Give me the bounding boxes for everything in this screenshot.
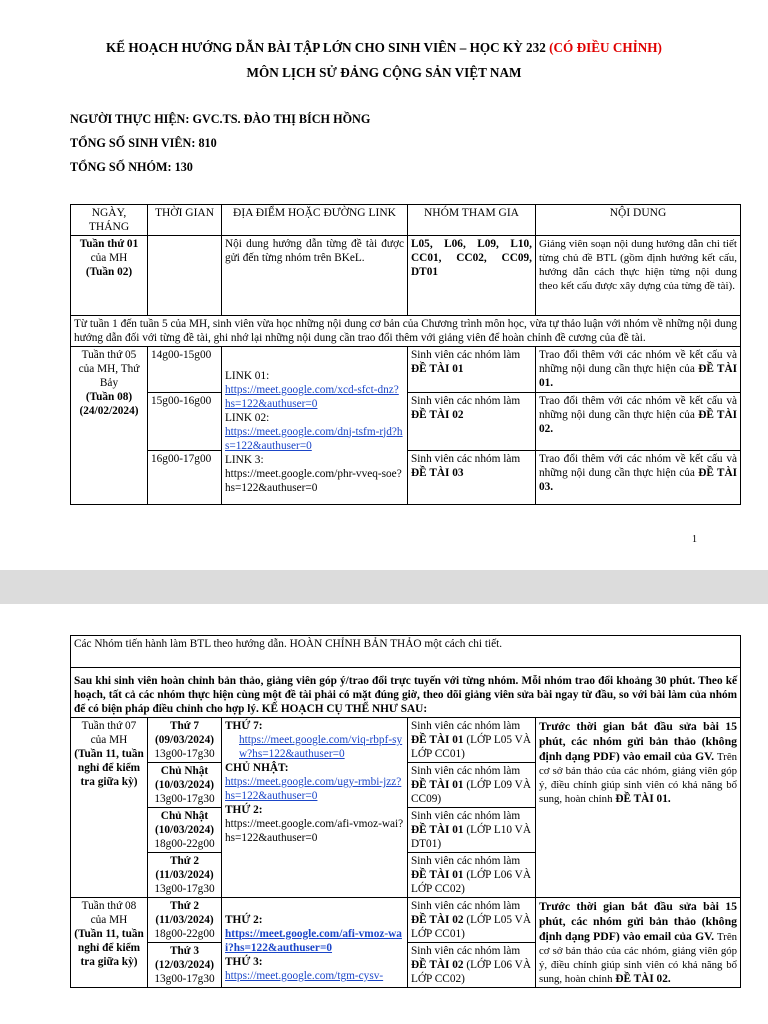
group-classes: (LỚP L05 VÀ LỚP CC01) — [411, 914, 532, 940]
group-line: Sinh viên các nhóm làm — [411, 395, 521, 407]
group-line: Sinh viên các nhóm làm — [411, 349, 521, 361]
table-row — [71, 718, 741, 763]
week7-group-2 — [408, 763, 536, 808]
row1-content: Giảng viên soạn nội dung hướng dẫn chi tiết từng chủ đề BTL (gồm định hướng kết cấu, hướng dẫn cách thực hiện từng nội dung theo kết cấu được xây dựng của từng đề tài). — [536, 236, 741, 316]
week5-time-1: 14g00-15g00 — [148, 347, 222, 393]
content-topic: ĐỀ TÀI 02. — [615, 973, 671, 985]
group-topic: ĐỀ TÀI 02 — [411, 914, 464, 926]
slot-date: (12/03/2024) — [155, 959, 214, 971]
schedule-table-1 — [70, 204, 741, 505]
table-row — [71, 898, 741, 943]
table-row — [71, 236, 741, 316]
link3-url[interactable]: https://meet.google.com/phr-vveq-soe?hs=122&authuser=0 — [225, 467, 402, 494]
group-line: Sinh viên các nhóm làm — [411, 720, 521, 732]
week5-group-2 — [408, 393, 536, 451]
link1-label: LINK 01: — [225, 369, 270, 382]
week8-slot-1 — [148, 898, 222, 943]
loc2-url[interactable]: https://meet.google.com/tgm-cysv- — [225, 970, 384, 982]
week7-group-3 — [408, 808, 536, 853]
header-content: NỘI DUNG — [536, 205, 741, 236]
link2-url[interactable]: https://meet.google.com/dnj-tsfm-rjd?hs=122&authuser=0 — [225, 425, 403, 452]
content-text: Trao đổi thêm với các nhóm về kết cấu và những nội dung cần thực hiện của — [539, 453, 737, 479]
slot-time: 18g00-22g00 — [154, 838, 215, 850]
week8-group-2 — [408, 943, 536, 988]
row1-date-week: Tuần thứ 01 — [79, 238, 139, 250]
plan-row: Sau khi sinh viên hoàn chỉnh bản thảo, giảng viên góp ý/trao đổi trực tuyến với từng nhóm. Mỗi nhóm trao đổi khoảng 30 phút. Theo kế hoạch, tất cả các nhóm thực hiện cùng một đề tài phải có mặt đúng giờ, theo dõi giảng viên sửa bài ngay từ đầu, so với bài làm của nhóm để có biện pháp điều chỉnh cho hợp lý. KẾ HOẠCH CỤ THỂ NHƯ SAU: — [71, 668, 741, 718]
week7-slot-2 — [148, 763, 222, 808]
group-topic: ĐỀ TÀI 01 — [411, 363, 464, 375]
content-topic: ĐỀ TÀI 01. — [539, 363, 738, 389]
week5-links — [222, 347, 408, 505]
link1-url[interactable]: https://meet.google.com/xcd-sfct-dnz?hs=122&authuser=0 — [225, 383, 399, 410]
content-text: Trao đổi thêm với các nhóm về kết cấu và những nội dung cần thực hiện của — [539, 395, 737, 421]
slot-time: 13g00-17g30 — [154, 883, 215, 895]
week7-group-4 — [408, 853, 536, 898]
page-number: 1 — [692, 534, 697, 545]
page-separator — [0, 570, 768, 604]
week5-group-3 — [408, 451, 536, 505]
week5-content-3 — [536, 451, 741, 505]
loc2-label: CHỦ NHẬT: — [225, 762, 289, 774]
group-classes: (LỚP L10 VÀ DT01) — [411, 824, 532, 850]
group-line: Sinh viên các nhóm làm — [411, 765, 521, 777]
loc1-label: THỨ 7: — [225, 720, 263, 732]
week7-date-note: (Tuần 11, tuần nghỉ để kiểm tra giữa kỳ) — [74, 748, 144, 788]
slot-day: Thứ 2 — [169, 900, 200, 912]
week7-group-1 — [408, 718, 536, 763]
group-topic: ĐỀ TÀI 01 — [411, 869, 464, 881]
link2-label: LINK 02: — [225, 411, 270, 424]
title-main: KẾ HOẠCH HƯỚNG DẪN BÀI TẬP LỚN CHO SINH VIÊN – HỌC KỲ 232 — [106, 40, 546, 55]
week8-date — [71, 898, 148, 988]
header-groups: NHÓM THAM GIA — [408, 205, 536, 236]
group-line: Sinh viên các nhóm làm — [411, 945, 521, 957]
week7-slot-3 — [148, 808, 222, 853]
week8-links — [222, 898, 408, 988]
row1-location: Nội dung hướng dẫn từng đề tài được gửi đến từng nhóm trên BKeL. — [222, 236, 408, 316]
group-topic: ĐỀ TÀI 01 — [411, 734, 464, 746]
week5-content-1 — [536, 347, 741, 393]
content-text: Trên cơ sở bản thảo của các nhóm, giảng viên góp ý, điều chỉnh giúp sinh viên có khả năng bổ sung, hoàn chỉnh — [539, 751, 738, 805]
groups-line: TỔNG SỐ NHÓM: 130 — [70, 160, 193, 174]
slot-date: (11/03/2024) — [155, 914, 214, 926]
week7-slot-1 — [148, 718, 222, 763]
group-topic: ĐỀ TÀI 01 — [411, 779, 464, 791]
week5-group-1 — [408, 347, 536, 393]
slot-time: 13g00-17g30 — [154, 748, 215, 760]
week7-links — [222, 718, 408, 898]
group-classes: (LỚP L06 VÀ LỚP CC02) — [411, 959, 532, 985]
loc2-url[interactable]: https://meet.google.com/ugy-rmbi-jzz?hs=122&authuser=0 — [225, 776, 402, 802]
week8-date-text: Tuần thứ 08 của MH — [81, 900, 137, 926]
header-location: ĐỊA ĐIỂM HOẶC ĐƯỜNG LINK — [222, 205, 408, 236]
slot-time: 13g00-17g30 — [154, 973, 215, 985]
schedule-table-2 — [70, 635, 741, 988]
slot-day: Thứ 3 — [169, 945, 200, 957]
week7-date — [71, 718, 148, 898]
loc3-label: THỨ 2: — [225, 804, 263, 816]
content-bold: Trước thời gian bắt đầu sửa bài 15 phút, các nhóm gửi bản thảo (không định dạng PDF) vào email của GV. — [539, 719, 738, 763]
link3-label: LINK 3: — [225, 453, 264, 466]
week8-date-note: (Tuần 11, tuần nghỉ để kiểm tra giữa kỳ) — [74, 928, 144, 968]
slot-day: Chủ Nhật — [160, 810, 209, 822]
table-row — [71, 636, 741, 668]
header-date: NGÀY, THÁNG — [71, 205, 148, 236]
content-topic: ĐỀ TÀI 01. — [615, 793, 671, 805]
slot-time: 18g00-22g00 — [154, 928, 215, 940]
week7-slot-4 — [148, 853, 222, 898]
group-topic: ĐỀ TÀI 02 — [411, 409, 464, 421]
slot-day: Thứ 2 — [169, 855, 200, 867]
header-time: THỜI GIAN — [148, 205, 222, 236]
row1-date — [71, 236, 148, 316]
week7-date-text: Tuần thứ 07 của MH — [81, 720, 137, 746]
week7-content — [536, 718, 741, 898]
content-text: Trên cơ sở bản thảo của các nhóm, giảng viên góp ý, điều chỉnh giúp sinh viên có khả năng bổ sung, hoàn chỉnh — [539, 931, 738, 985]
table-header-row — [71, 205, 741, 236]
group-topic: ĐỀ TÀI 03 — [411, 467, 464, 479]
group-line: Sinh viên các nhóm làm — [411, 453, 521, 465]
loc1-label: THỨ 2: — [225, 914, 263, 926]
group-classes: (LỚP L09 VÀ CC09) — [411, 779, 532, 805]
week5-date — [71, 347, 148, 505]
row1-date-week2: (Tuần 02) — [85, 266, 133, 278]
group-line: Sinh viên các nhóm làm — [411, 900, 521, 912]
week5-time-3: 16g00-17g00 — [148, 451, 222, 505]
slot-time: 13g00-17g30 — [154, 793, 215, 805]
title-note: (CÓ ĐIỀU CHỈNH) — [549, 40, 662, 55]
group-classes: (LỚP L06 VÀ LỚP CC02) — [411, 869, 532, 895]
slot-day: Thứ 7 — [169, 720, 200, 732]
slot-date: (09/03/2024) — [155, 734, 214, 746]
table-row — [71, 668, 741, 718]
performer-line: NGƯỜI THỰC HIỆN: GVC.TS. ĐÀO THỊ BÍCH HỒNG — [70, 112, 371, 126]
group-classes: (LỚP L05 VÀ LỚP CC01) — [411, 734, 532, 760]
week8-slot-2 — [148, 943, 222, 988]
content-bold: Trước thời gian bắt đầu sửa bài 15 phút, các nhóm gửi bản thảo (không định dạng PDF) vào email của GV. — [539, 899, 738, 943]
loc1-url[interactable]: https://meet.google.com/viq-rbpf-syw?hs=122&authuser=0 — [239, 734, 403, 760]
note-row: Từ tuần 1 đến tuần 5 của MH, sinh viên vừa học những nội dung cơ bản của Chương trình môn học, vừa tự thảo luận với nhóm về những nội dung hướng dẫn đối với từng đề tài, ghi nhớ lại những nội dung cần trao đổi thêm với giảng viên để hoàn chỉnh đề cương của đề tài. — [71, 316, 741, 347]
week5-date-day: (24/02/2024) — [79, 405, 139, 417]
week5-date-week: (Tuần 08) — [85, 391, 133, 403]
group-topic: ĐỀ TÀI 01 — [411, 824, 464, 836]
week8-group-1 — [408, 898, 536, 943]
week8-content — [536, 898, 741, 988]
row1-groups: L05, L06, L09, L10, CC01, CC02, CC09, DT01 — [408, 236, 536, 316]
week5-content-2 — [536, 393, 741, 451]
group-topic: ĐỀ TÀI 02 — [411, 959, 464, 971]
content-text: Trao đổi thêm với các nhóm về kết cấu và những nội dung cần thực hiện của — [539, 349, 737, 375]
table-row — [71, 347, 741, 393]
loc3-url[interactable]: https://meet.google.com/afi-vmoz-wai?hs=122&authuser=0 — [225, 818, 404, 844]
content-topic: ĐỀ TÀI 02. — [539, 409, 738, 435]
loc2-label: THỨ 3: — [225, 956, 263, 968]
document-page-2 — [0, 604, 768, 1024]
slot-date: (10/03/2024) — [155, 779, 214, 791]
row1-date-course: của MH — [90, 252, 128, 264]
group-line: Sinh viên các nhóm làm — [411, 810, 521, 822]
document-title — [0, 40, 768, 56]
loc1-url[interactable]: https://meet.google.com/afi-vmoz-wai?hs=122&authuser=0 — [225, 928, 402, 954]
slot-date: (10/03/2024) — [155, 824, 214, 836]
table-row — [71, 316, 741, 347]
intro-row: Các Nhóm tiến hành làm BTL theo hướng dẫn. HOÀN CHỈNH BẢN THẢO một cách chi tiết. — [71, 636, 741, 668]
slot-day: Chủ Nhật — [160, 765, 209, 777]
week5-time-2: 15g00-16g00 — [148, 393, 222, 451]
students-line: TỔNG SỐ SINH VIÊN: 810 — [70, 136, 217, 150]
group-line: Sinh viên các nhóm làm — [411, 855, 521, 867]
content-topic: ĐỀ TÀI 03. — [539, 467, 738, 493]
slot-date: (11/03/2024) — [155, 869, 214, 881]
document-subtitle: MÔN LỊCH SỬ ĐẢNG CỘNG SẢN VIỆT NAM — [246, 65, 522, 80]
week5-date-text: Tuần thứ 05 của MH, Thứ Bảy — [78, 349, 140, 389]
row1-time — [148, 236, 222, 316]
